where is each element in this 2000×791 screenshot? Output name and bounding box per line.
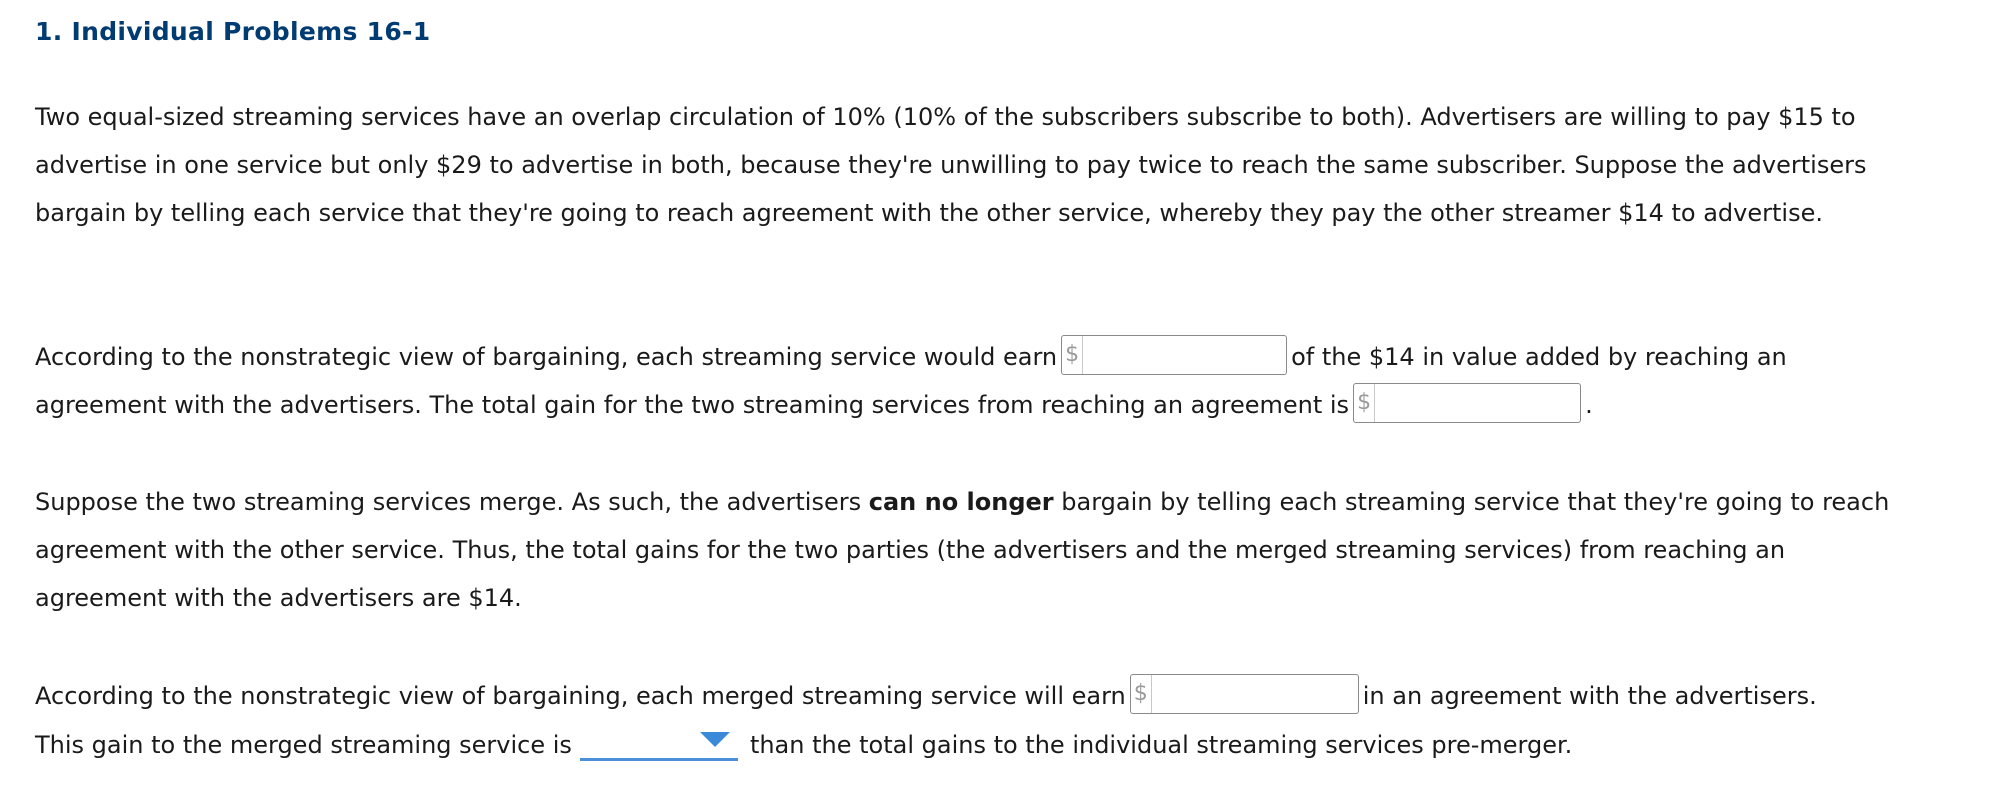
merger-text-before: Suppose the two streaming services merge. As such, the advertisers: [35, 488, 862, 516]
total-gain-input[interactable]: [1376, 386, 1578, 420]
merged-earn-field[interactable]: [1130, 674, 1359, 714]
question-2-text-after: in an agreement with the advertisers.: [1362, 682, 1817, 710]
merged-earn-input[interactable]: [1153, 677, 1356, 711]
merger-bold-text: can no longer: [868, 488, 1054, 516]
question-2-text-before: According to the nonstrategic view of bargaining, each merged streaming service will earn: [35, 682, 1126, 710]
question-2-paragraph: [35, 672, 1905, 769]
earn-each-input[interactable]: [1084, 338, 1284, 372]
merger-paragraph: [35, 478, 1905, 622]
earn-each-field[interactable]: [1061, 335, 1287, 375]
dollar-sign: $: [1131, 675, 1152, 713]
chevron-down-icon: [700, 732, 730, 747]
dollar-sign: $: [1354, 384, 1375, 422]
question-1-text-before: According to the nonstrategic view of bargaining, each streaming service would earn: [35, 343, 1058, 371]
question-2-line2-after: than the total gains to the individual streaming services pre-merger.: [749, 731, 1573, 759]
total-gain-field[interactable]: [1353, 383, 1581, 423]
problem-title: 1. Individual Problems 16-1: [35, 17, 431, 46]
merger-text-after: bargain by telling each streaming service that they're going to reach agreement with the other service. Thus, the total gains for the two parties (the advertisers and the merged streaming services) from reaching an agreement with the advertisers are $14.: [35, 488, 1890, 612]
intro-paragraph: Two equal-sized streaming services have an overlap circulation of 10% (10% of the subscribers subscribe to both). Advertisers are willing to pay $15 to advertise in one service but only $29 to advertise in both, because they're unwilling to pay twice to reach the same subscriber. Suppose the advertisers bargain by telling each service that they're going to reach agreement with the other service, whereby they pay the other streamer $14 to advertise.: [35, 103, 1867, 227]
question-2-line2-before: This gain to the merged streaming service is: [35, 731, 572, 759]
question-1-period: .: [1585, 391, 1593, 419]
dollar-sign: $: [1062, 336, 1083, 374]
comparison-dropdown[interactable]: [580, 728, 738, 761]
question-1-text-middle: of the $14 in value added by reaching an agreement with the advertisers. The total gain for the two streaming services from reaching an agreement is: [35, 343, 1787, 419]
question-1-paragraph: [35, 333, 1905, 429]
